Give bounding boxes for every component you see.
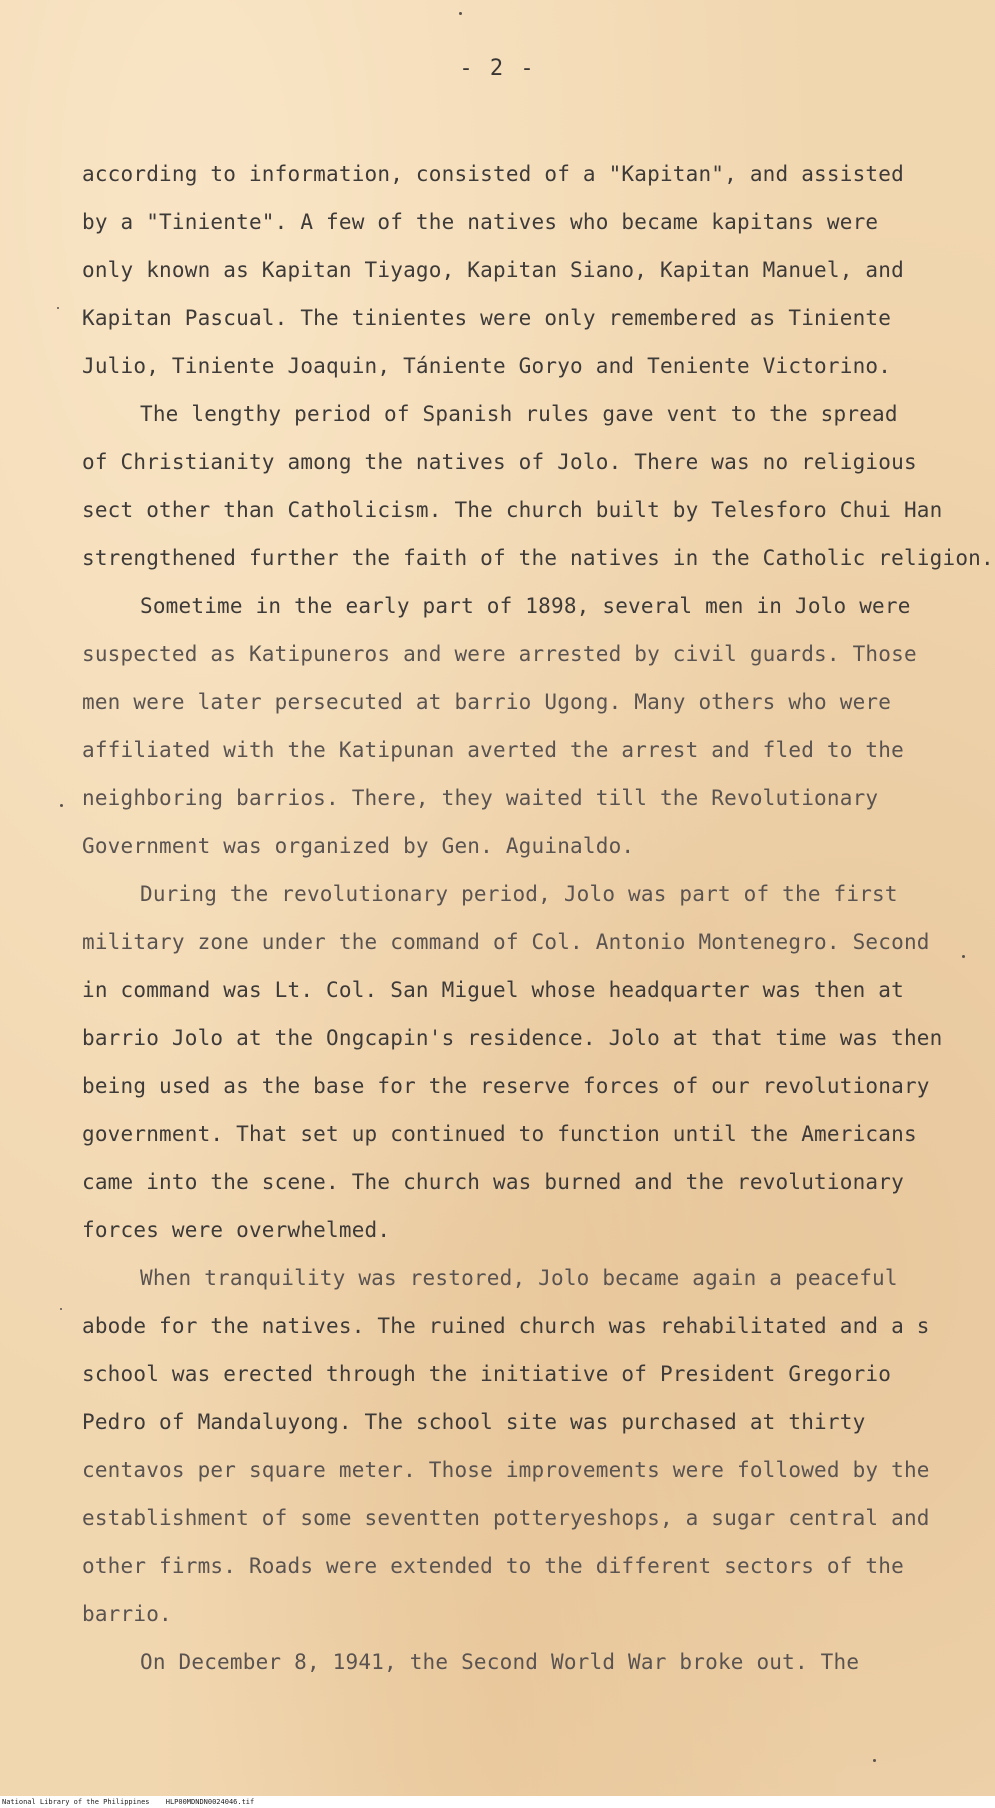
text-line: affiliated with the Katipunan averted the arrest and fled to the [82,738,904,762]
text-line: by a "Tiniente". A few of the natives who became kapitans were [82,210,879,234]
text-line: suspected as Katipuneros and were arrested by civil guards. Those [82,642,917,666]
paragraph-start-line: When tranquility was restored, Jolo became again a peaceful [140,1266,898,1290]
ink-speck [459,12,462,15]
ink-speck [873,1759,876,1762]
scan-footer-text [2,1797,254,1807]
text-line: barrio. [82,1602,172,1626]
text-line: establishment of some seventten potteryeshops, a sugar central and [82,1506,930,1530]
text-line: centavos per square meter. Those improvements were followed by the [82,1458,930,1482]
page-number: - 2 - [459,56,536,81]
ink-speck [962,955,965,958]
text-line: being used as the base for the reserve forces of our revolutionary [82,1074,930,1098]
body-text [82,150,994,1686]
text-line: of Christianity among the natives of Jolo. There was no religious [82,450,917,474]
file-id: HLP00MDNDN0024046.tif [165,1798,255,1806]
text-line: abode for the natives. The ruined church was rehabilitated and a s [82,1314,930,1338]
text-line: Pedro of Mandaluyong. The school site was purchased at thirty [82,1410,866,1434]
paragraph-start-line: The lengthy period of Spanish rules gave vent to the spread [140,402,898,426]
text-line: strengthened further the faith of the natives in the Catholic religion. [82,546,994,570]
paragraph-start-line: Sometime in the early part of 1898, several men in Jolo were [140,594,911,618]
ink-speck [60,804,63,807]
text-line: only known as Kapitan Tiyago, Kapitan Siano, Kapitan Manuel, and [82,258,904,282]
text-line: other firms. Roads were extended to the different sectors of the [82,1554,904,1578]
text-line: Government was organized by Gen. Aguinaldo. [82,834,635,858]
library-credit: National Library of the Philippines [2,1798,150,1806]
text-line: government. That set up continued to function until the Americans [82,1122,917,1146]
text-line: school was erected through the initiative of President Gregorio [82,1362,892,1386]
ink-speck [57,307,59,309]
text-line: men were later persecuted at barrio Ugong. Many others who were [82,690,892,714]
text-line: according to information, consisted of a "Kapitan", and assisted [82,162,904,186]
text-line: barrio Jolo at the Ongcapin's residence. Jolo at that time was then [82,1026,943,1050]
text-line: came into the scene. The church was burned and the revolutionary [82,1170,904,1194]
paragraph-start-line: On December 8, 1941, the Second World War broke out. The [140,1650,860,1674]
ink-speck [60,1308,62,1310]
scan-footer [0,1796,995,1808]
text-line: in command was Lt. Col. San Miguel whose headquarter was then at [82,978,904,1002]
paragraph-start-line: During the revolutionary period, Jolo was part of the first [140,882,898,906]
text-line: military zone under the command of Col. Antonio Montenegro. Second [82,930,930,954]
text-line: sect other than Catholicism. The church built by Telesforo Chui Han [82,498,943,522]
text-line: Kapitan Pascual. The tinientes were only remembered as Tiniente [82,306,892,330]
text-line: neighboring barrios. There, they waited till the Revolutionary [82,786,879,810]
text-line: forces were overwhelmed. [82,1218,391,1242]
text-line: Julio, Tiniente Joaquin, Tániente Goryo and Teniente Victorino. [82,354,892,378]
